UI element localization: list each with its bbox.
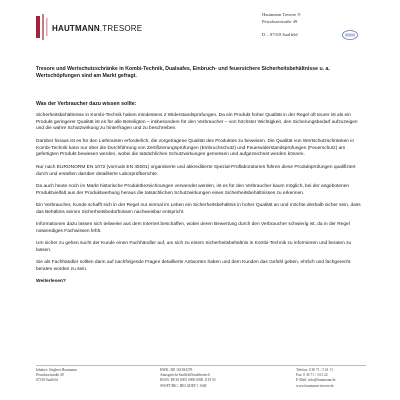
footer-contact (296, 368, 336, 389)
paragraph: Um sicher zu gehen sucht der Kunde einen Fachhändler auf, um sich zu einem Sicherheitsbehältnis in Kombi-Technik zu informieren und beraten zu lassen. (36, 241, 352, 253)
footer-divider (36, 365, 366, 366)
footer-text: Inhaber: Siegbert Hautmann (36, 368, 77, 372)
brand-logo-text (52, 24, 142, 33)
footer-text: Telefon: 0 36 71 / 3 61 11 (296, 368, 334, 372)
address-line-street: Pestalozzistraße 49 (262, 18, 298, 24)
document-title: Tresore und Wertschutzschränke in Kombi-Technik, Dualsafes, Einbruch- und feuersichere Sicherheitsbehältnisse u. a. Wertschöpfungen sind am Markt gefragt. (36, 66, 330, 79)
footer-text: Amtsgericht Saalfeld/Saalebereich (160, 373, 210, 378)
footer-text: Pestalozzistraße 49 (36, 373, 64, 378)
footer-text: HWK: DE 161384378 (160, 368, 193, 372)
paragraph: Sicherheitsbehältnisse in Kombi-Technik haben mindestens 2 Widerstandsprüfungen. Da ein Produkt hoher Qualität in der Regel oft teurer ist als ein Produkt geringerer Qualität ist es für alle Beteiligten – insbesondere für den Verbraucher – von höchster Wichtigkeit, den Sicherungsbedarf aufzuzeigen und die wahre Schutzwirkung zu hinterfragen und zu beschreiben. (36, 113, 358, 132)
certification-seal-icon (342, 30, 358, 40)
footer-registry (160, 368, 216, 389)
footer-website-link[interactable]: www.hautmann-tresore.de (296, 383, 334, 388)
brand-suffix: .TRESORE (99, 24, 143, 33)
address-line-city: D – 07318 Saalfeld (262, 31, 298, 37)
sender-address (262, 12, 301, 38)
paragraph: Sie als Fachhändler sollten dann auf nachfolgende Fragen detaillierte Antworten haben und dem Kunden das Gefühl geben, ehrlich und fachgerecht beraten worden zu sein. (36, 260, 351, 272)
footer-text: SWIFT/BIC: HELADEF 1 SAR (160, 383, 207, 388)
brand-name: HAUTMANN (52, 24, 100, 33)
footer-text: IBAN: DE10 8305 0000 0000 1119 92 (160, 378, 216, 383)
paragraph: Ein Verbraucher, Kunde schafft sich in der Regel nur einmal im Leben ein Sicherheitsbehältnis in hoher Qualität an und möchte deshalb sicher sein, dass das Behältnis seinen Sicherheitsbedürfnissen nachweisbar entspricht. (36, 203, 361, 215)
section-heading: Was der Verbraucher dazu wissen sollte: (36, 101, 137, 107)
closing-line[interactable]: Weiterlesen? (36, 279, 66, 284)
footer-email-link[interactable]: E-Mail: info@hautmann.de (296, 378, 336, 383)
paragraph: Informationen dazu lassen sich teilweise aus dem Internet beschaffen, wobei deren Bewertung durch den Verbraucher schwierig ist, da in der Regel notwendiges Fachwissen fehlt. (36, 222, 350, 234)
footer-text: 07318 Saalfeld (36, 378, 58, 383)
address-line-company: Hautmann Tresore ® (262, 12, 301, 17)
footer-text: Fax: 0 36 71 / 3 61 22 (296, 373, 328, 378)
paragraph: Darüber hinaus ist es für den Lieferanten erforderlich, die vorgetragene Qualität des Produktes zu beweisen. Die Qualität von Wertschutzschränken in Kombi-Technik kann nur über die Durchführung von Zertifizierungsprüfungen (Einbruchschutz) und Feuerwiderstandsprüfungen (Feuerschutz) am gefertigten Produkt bewiesen werden, wobei die tatsächlichen Schutzwirkungen gemessen und aufgezeichnet werden können. (36, 139, 355, 158)
paragraph: Da auch heute noch im Markt historische Produktbezeichnungen verwendet werden, ist es für den Verbraucher kaum möglich, bei der angebotenen Produktvielfalt aus der Produktwerbung heraus die tatsächlichen Schutzwirkungen eines Sicherheitsbehältnisses zu erkennen. (36, 184, 350, 196)
paragraph: Nur nach EURONORM EN 1072 (vormals EN 45001) organisierte und akkreditierte Spezial-Prüflaboratorien führen diese Produktprüfungen qualifiziert durch und erstellen darüber detaillierte Laborprüfberichte. (36, 165, 356, 177)
footer-owner (36, 368, 77, 384)
